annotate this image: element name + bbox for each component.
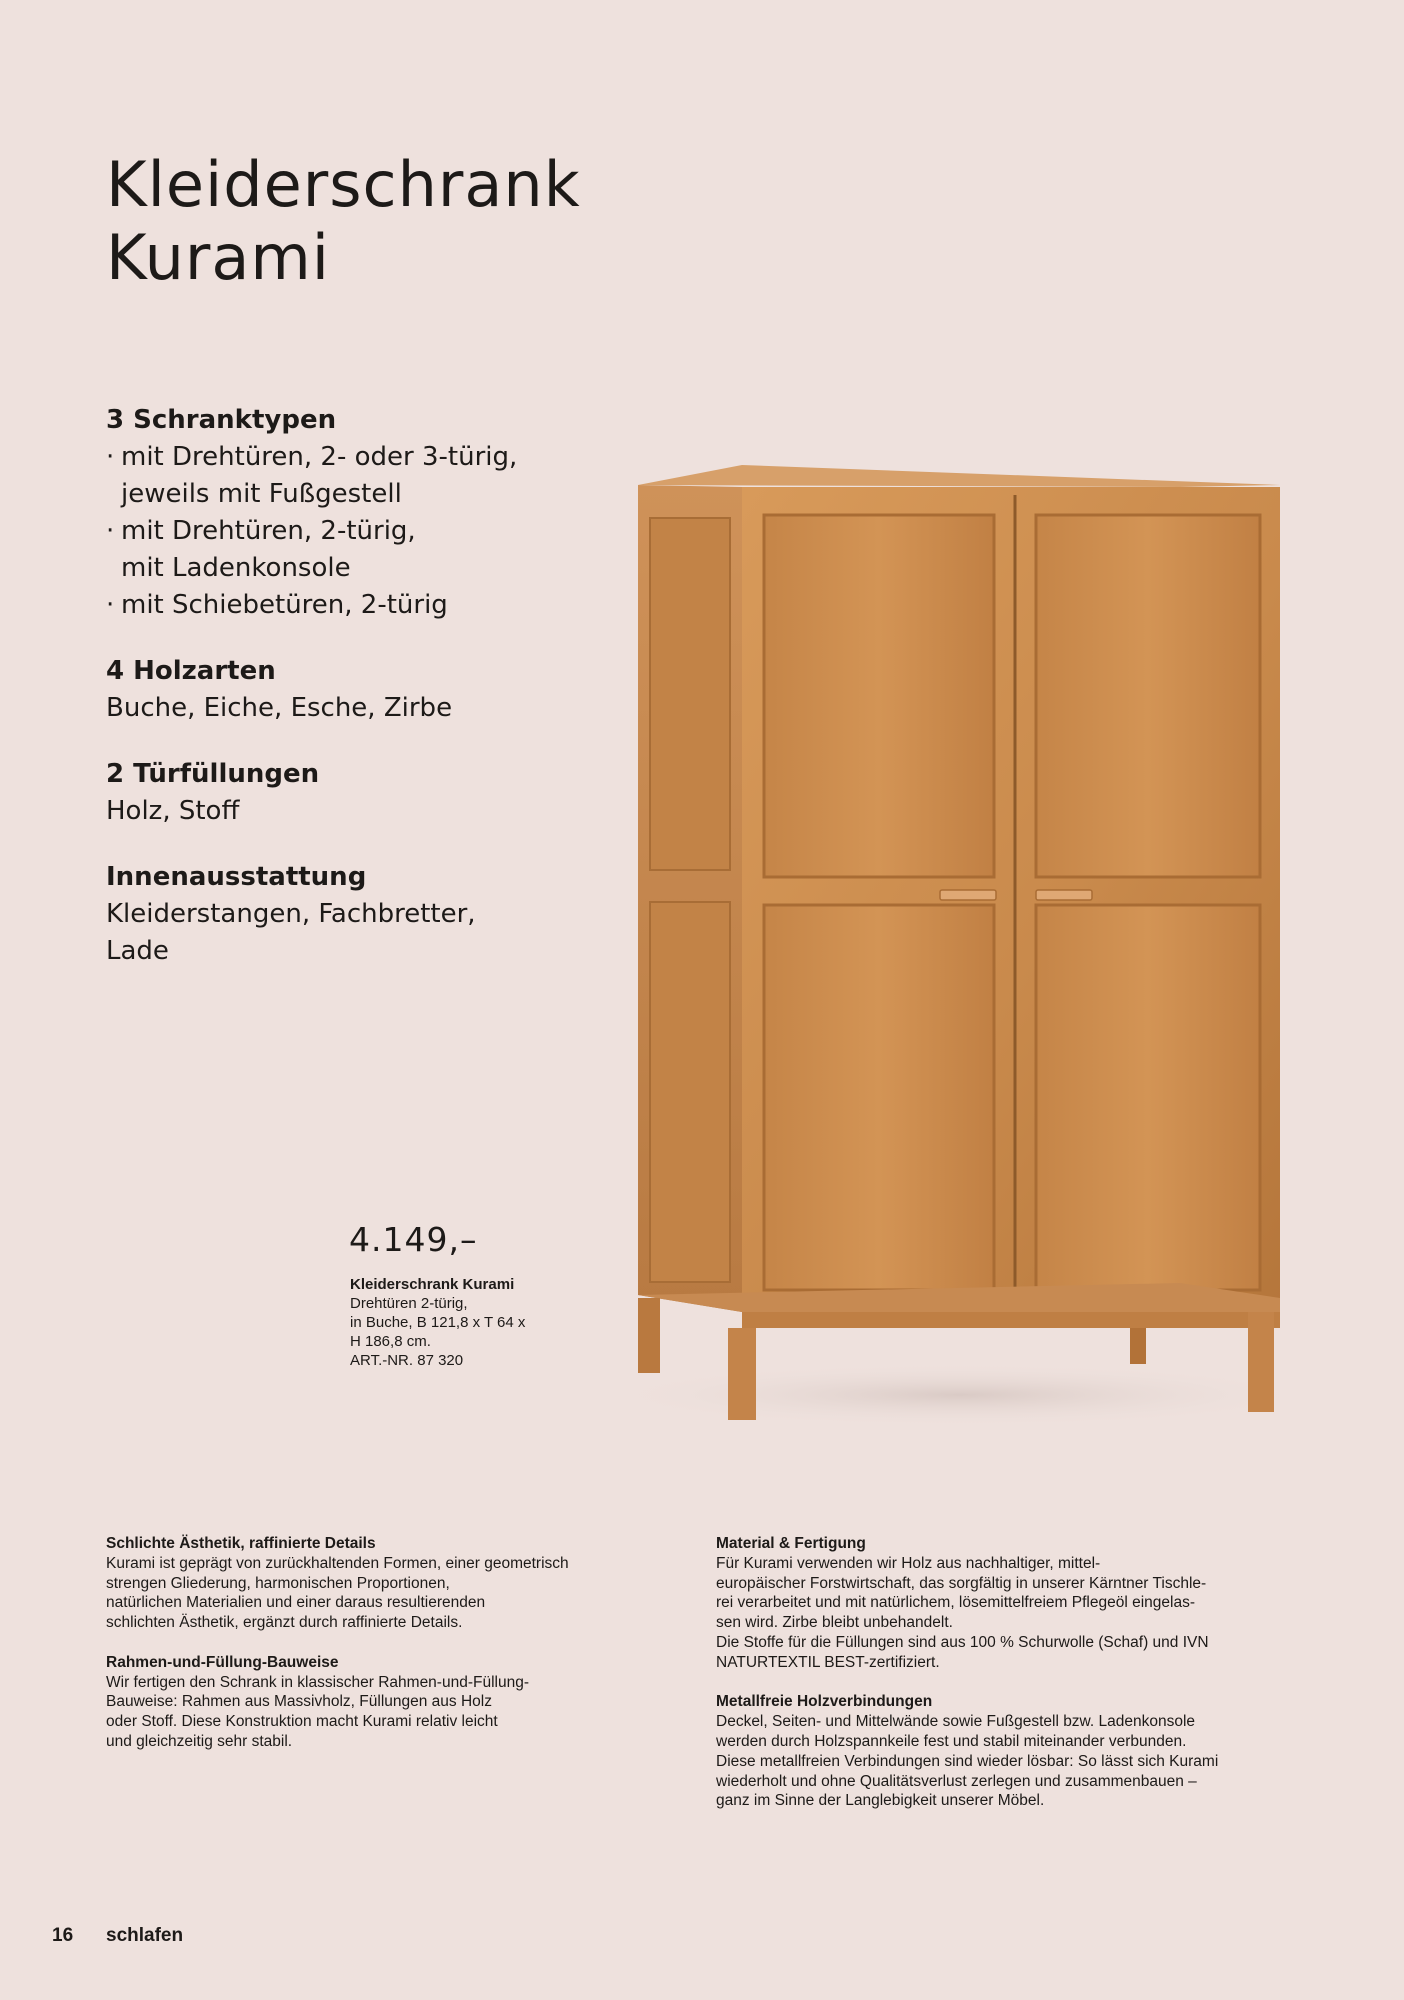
- leg-back-left: [638, 1298, 660, 1373]
- left-door-handle[interactable]: [940, 890, 996, 900]
- floor-shadow: [600, 1363, 1310, 1427]
- page-title: [106, 148, 581, 294]
- text-section: [106, 1534, 666, 1633]
- section-text: natürlichen Materialien und einer daraus resultierenden: [106, 1594, 486, 1612]
- section-text: Bauweise: Rahmen aus Massivholz, Füllungen aus Holz: [106, 1693, 492, 1711]
- feature-text: Lade: [106, 936, 169, 966]
- feature-bullet: · mit Drehtüren, 2- oder 3-türig,: [106, 439, 566, 476]
- feature-bullet-continuation: jeweils mit Fußgestell: [121, 479, 402, 509]
- section-text: Deckel, Seiten- und Mittelwände sowie Fußgestell bzw. Ladenkonsole: [716, 1713, 1196, 1731]
- feature-bullet-continuation: mit Ladenkonsole: [121, 553, 351, 583]
- side-panel-lower: [650, 902, 730, 1282]
- right-door-lower-panel: [1036, 905, 1260, 1290]
- product-name: Kleiderschrank Kurami: [350, 1276, 515, 1293]
- left-door-upper-panel: [764, 515, 994, 877]
- leg-front-right: [1248, 1312, 1274, 1412]
- section-text: wiederholt und ohne Qualitätsverlust zerlegen und zusammenbauen –: [716, 1772, 1197, 1790]
- section-text: rei verarbeitet und mit natürlichem, lösemittelfreiem Pflegeöl eingelas-: [716, 1594, 1195, 1612]
- text-column-left: [106, 1534, 666, 1772]
- text-column-right: [716, 1534, 1326, 1831]
- section-text: europäischer Forstwirtschaft, das sorgfältig in unserer Kärntner Tischle-: [716, 1574, 1207, 1592]
- feature-heading: 2 Türfüllungen: [106, 759, 320, 789]
- feature-group-innenausstattung: [106, 859, 566, 970]
- feature-group-schranktypen: [106, 402, 566, 624]
- text-section: [106, 1653, 666, 1752]
- feature-text: Kleiderstangen, Fachbretter,: [106, 899, 476, 929]
- left-door-lower-panel: [764, 905, 994, 1290]
- section-heading: Schlichte Ästhetik, raffinierte Details: [106, 1535, 376, 1552]
- title-line-2: Kurami: [106, 221, 330, 294]
- feature-heading: 3 Schranktypen: [106, 405, 337, 435]
- product-info: [350, 1275, 525, 1370]
- right-door-handle[interactable]: [1036, 890, 1092, 900]
- side-panel-upper: [650, 518, 730, 870]
- feature-group-tuerfuellungen: [106, 756, 566, 830]
- product-detail: in Buche, B 121,8 x T 64 x: [350, 1314, 526, 1331]
- product-detail: Drehtüren 2-türig,: [350, 1295, 468, 1312]
- section-heading: Material & Fertigung: [716, 1535, 866, 1552]
- feature-bullet: · mit Schiebetüren, 2-türig: [106, 587, 566, 624]
- section-text: Diese metallfreien Verbindungen sind wieder lösbar: So lässt sich Kurami: [716, 1752, 1219, 1770]
- section-text: ganz im Sinne der Langlebigkeit unserer Möbel.: [716, 1792, 1045, 1810]
- wardrobe-top: [638, 465, 1280, 487]
- section-text: werden durch Holzspannkeile fest und stabil miteinander verbunden.: [716, 1732, 1187, 1750]
- section-text: strengen Gliederung, harmonischen Proportionen,: [106, 1574, 450, 1592]
- title-line-1: Kleiderschrank: [106, 148, 581, 221]
- feature-text: Buche, Eiche, Esche, Zirbe: [106, 693, 453, 723]
- leg-back-right: [1130, 1328, 1146, 1364]
- section-label: schlafen: [106, 1925, 184, 1946]
- feature-group-holzarten: [106, 653, 566, 727]
- section-text: sen wird. Zirbe bleibt unbehandelt.: [716, 1614, 953, 1632]
- section-text: NATURTEXTIL BEST-zertifiziert.: [716, 1653, 940, 1671]
- section-text: Die Stoffe für die Füllungen sind aus 100 % Schurwolle (Schaf) und IVN: [716, 1633, 1209, 1651]
- text-section: [716, 1534, 1326, 1673]
- base-rail: [742, 1312, 1280, 1328]
- article-number: ART.-NR. 87 320: [350, 1352, 464, 1369]
- feature-heading: Innenausstattung: [106, 862, 367, 892]
- feature-heading: 4 Holzarten: [106, 656, 276, 686]
- leg-front-left: [728, 1328, 756, 1420]
- feature-text: Holz, Stoff: [106, 796, 240, 826]
- section-heading: Rahmen-und-Füllung-Bauweise: [106, 1653, 339, 1671]
- text-section: [716, 1692, 1326, 1811]
- product-price: 4.149,–: [349, 1220, 478, 1259]
- section-text: Für Kurami verwenden wir Holz aus nachhaltiger, mittel-: [716, 1554, 1101, 1572]
- wardrobe-photo: [600, 440, 1310, 1430]
- product-detail: H 186,8 cm.: [350, 1333, 431, 1350]
- section-text: oder Stoff. Diese Konstruktion macht Kurami relativ leicht: [106, 1713, 498, 1731]
- feature-bullet: · mit Drehtüren, 2-türig,: [106, 513, 566, 550]
- section-text: schlichten Ästhetik, ergänzt durch raffinierte Details.: [106, 1614, 463, 1632]
- feature-list: [106, 402, 566, 999]
- section-text: Wir fertigen den Schrank in klassischer Rahmen-und-Füllung-: [106, 1673, 529, 1691]
- right-door-upper-panel: [1036, 515, 1260, 877]
- page-number: 16: [52, 1925, 74, 1946]
- section-heading: Metallfreie Holzverbindungen: [716, 1693, 933, 1711]
- section-text: Kurami ist geprägt von zurückhaltenden Formen, einer geometrisch: [106, 1554, 569, 1572]
- section-text: und gleichzeitig sehr stabil.: [106, 1732, 293, 1750]
